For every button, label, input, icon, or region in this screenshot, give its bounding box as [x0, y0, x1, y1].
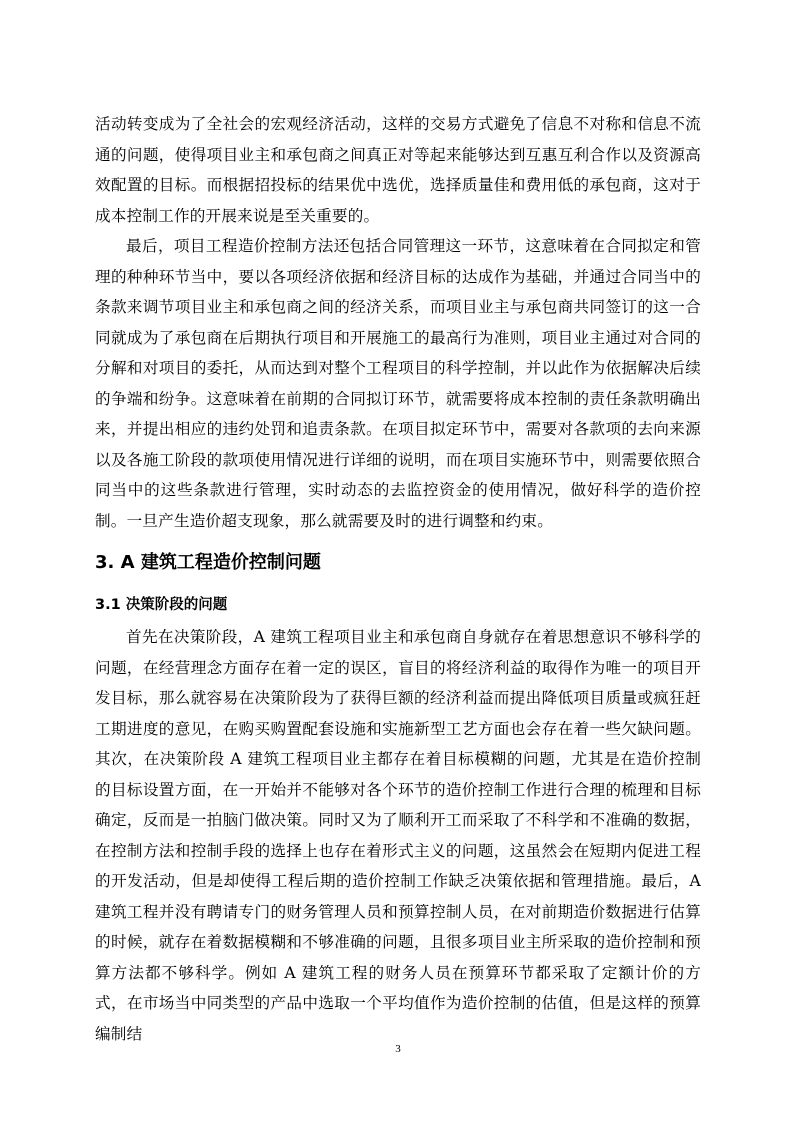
- subsection-heading: 3.1 决策阶段的问题: [95, 597, 228, 613]
- document-page: [95, 0, 701, 1122]
- body-paragraph: 活动转变成为了全社会的宏观经济活动，这样的交易方式避免了信息不对称和信息不流通的问题，使得项目业主和承包商之间真正对等起来能够达到互惠互利合作以及资源高效配置的目标。而根据招投标的结果优中选优，选择质量佳和费用低的承包商，这对于成本控制工作的开展来说是至关重要的。: [95, 115, 701, 225]
- section-heading: 3. A 建筑工程造价控制问题: [95, 552, 321, 573]
- body-paragraph: 最后，项目工程造价控制方法还包括合同管理这一环节，这意味着在合同拟定和管理的种种环节当中，要以各项经济依据和经济目标的达成作为基础，并通过合同当中的条款来调节项目业主和承包商之间的经济关系，而项目业主与承包商共同签订的这一合同就成为了承包商在后期执行项目和开展施工的最高行为准则，项目业主通过对合同的分解和对项目的委托，从而达到对整个工程项目的科学控制，并以此作为依据解决后续的争端和纷争。这意味着在前期的合同拟订环节，就需要将成本控制的责任条款明确出来，并提出相应的违约处罚和追责条款。在项目拟定环节中，需要对各款项的去向来源以及各施工阶段的款项使用情况进行详细的说明，而在项目实施环节中，则需要依照合同当中的这些条款进行管理，实时动态的去监控资金的使用情况，做好科学的造价控制。一旦产生造价超支现象，那么就需要及时的进行调整和约束。: [95, 237, 701, 530]
- body-paragraph: 首先在决策阶段，A 建筑工程项目业主和承包商自身就存在着思想意识不够科学的问题，在经营理念方面存在着一定的误区，盲目的将经济利益的取得作为唯一的项目开发目标，那么就容易在决策阶段为了获得巨额的经济利益而提出降低项目质量或疯狂赶工期进度的意见，在购买购置配套设施和实施新型工艺方面也会存在着一些欠缺问题。其次，在决策阶段 A 建筑工程项目业主都存在着目标模糊的问题，尤其是在造价控制的目标设置方面，在一开始并不能够对各个环节的造价控制工作进行合理的梳理和目标确定，反而是一拍脑门做决策。同时又为了顺利开工而采取了不科学和不准确的数据，在控制方法和控制手段的选择上也存在着形式主义的问题，这虽然会在短期内促进工程的开发活动，但是却使得工程后期的造价控制工作缺乏决策依据和管理措施。最后，A 建筑工程并没有聘请专门的财务管理人员和预算控制人员，在对前期造价数据进行估算的时候，就存在着数据模糊和不够准确的问题，且很多项目业主所采取的造价控制和预算方法都不够科学。例如 A 建筑工程的财务人员在预算环节都采取了定额计价的方式，在市场当中同类型的产品中选取一个平均值作为造价控制的估值，但是这样的预算编制结: [95, 628, 701, 1043]
- page-number: 3: [395, 1043, 401, 1055]
